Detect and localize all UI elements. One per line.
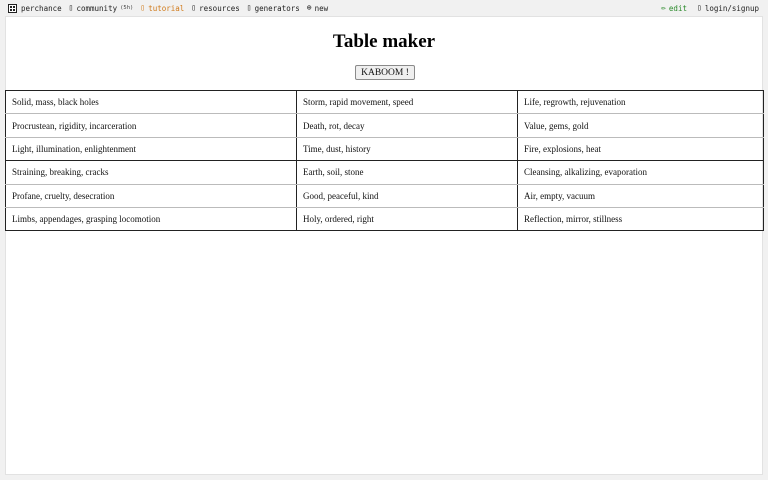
nav-generators-label: generators [254, 3, 300, 13]
table-cell: Reflection, mirror, stillness [518, 207, 764, 230]
plus-circle-icon: ⊕ [306, 3, 312, 12]
book-icon: ▯ [140, 3, 146, 12]
nav-right [661, 4, 768, 13]
table-cell: Straining, breaking, cracks [6, 161, 297, 184]
nav-new-link[interactable] [307, 4, 328, 13]
table-cell: Life, regrowth, rejuvenation [518, 91, 764, 114]
table-cell: Cleansing, alkalizing, evaporation [518, 161, 764, 184]
nav-edit-label: edit [668, 3, 687, 13]
table-row [6, 114, 764, 137]
nav-left [0, 4, 335, 13]
table-cell: Light, illumination, enlightenment [6, 137, 297, 160]
table-cell: Procrustean, rigidity, incarceration [6, 114, 297, 137]
nav-perchance-label: perchance [21, 3, 62, 13]
nav-login-link[interactable] [697, 4, 759, 13]
table-row [6, 91, 764, 114]
generator-frame [5, 16, 763, 475]
nav-new-label: new [314, 3, 329, 13]
nav-tutorial-link[interactable] [140, 4, 184, 13]
nav-community-label: community [76, 3, 118, 13]
nav-community-count: (5h) [120, 5, 134, 11]
table-cell: Solid, mass, black holes [6, 91, 297, 114]
user-icon: ▯ [696, 3, 702, 12]
table-cell: Value, gems, gold [518, 114, 764, 137]
page-title: Table maker [332, 31, 436, 52]
table-cell: Profane, cruelty, desecration [6, 184, 297, 207]
table-cell: Air, empty, vacuum [518, 184, 764, 207]
table-cell: Fire, explosions, heat [518, 137, 764, 160]
nav-tutorial-label: tutorial [148, 3, 185, 13]
table-cell: Limbs, appendages, grasping locomotion [6, 207, 297, 230]
nav-resources-link[interactable] [191, 4, 239, 13]
table-cell: Good, peaceful, kind [297, 184, 518, 207]
nav-community-link[interactable] [69, 4, 134, 13]
table-row [6, 207, 764, 230]
nav-login-label: login/signup [704, 3, 759, 13]
table-row [6, 184, 764, 207]
chat-icon: ▯ [68, 3, 74, 12]
result-table [5, 90, 764, 231]
table-cell: Earth, soil, stone [297, 161, 518, 184]
dice-icon [8, 4, 17, 13]
top-nav-bar [0, 0, 768, 16]
list-icon: ▯ [246, 3, 252, 12]
pencil-icon: ✏ [661, 3, 666, 12]
table-cell: Storm, rapid movement, speed [297, 91, 518, 114]
nav-resources-label: resources [199, 3, 240, 13]
nav-edit-link[interactable] [661, 4, 687, 13]
nav-generators-link[interactable] [247, 4, 300, 13]
table-row [6, 161, 764, 184]
nav-perchance-link[interactable] [8, 4, 62, 13]
table-row [6, 137, 764, 160]
box-icon: ▯ [191, 3, 197, 12]
table-cell: Time, dust, history [297, 137, 518, 160]
table-cell: Death, rot, decay [297, 114, 518, 137]
table-cell: Holy, ordered, right [297, 207, 518, 230]
kaboom-button[interactable]: KABOOM ! [355, 65, 415, 80]
